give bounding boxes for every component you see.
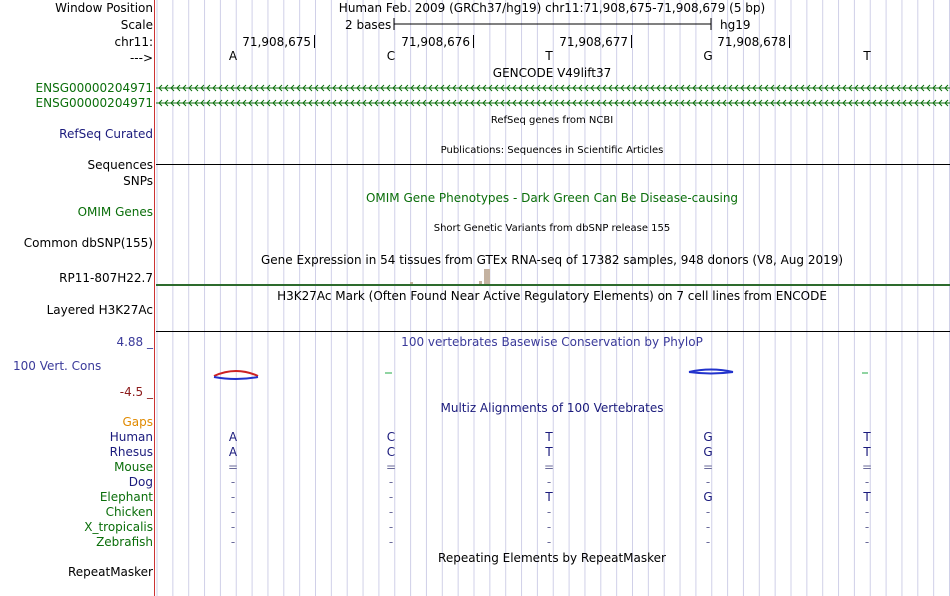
gtex-expression-bar[interactable] <box>484 269 490 284</box>
alignment-base: T <box>863 430 871 444</box>
alignment-base: = <box>702 460 714 474</box>
multiz-track-title: Multiz Alignments of 100 Vertebrates <box>440 401 664 415</box>
alignment-base: G <box>703 445 713 459</box>
reference-base: T <box>863 49 871 63</box>
gtex-track-title: Gene Expression in 54 tissues from GTEx RNA-seq of 17382 samples, 948 donors (V8, Aug 2019) <box>260 253 844 267</box>
sequences-track-label[interactable]: Sequences <box>87 158 153 172</box>
omim-track-title: OMIM Gene Phenotypes - Dark Green Can Be Disease-causing <box>365 191 739 205</box>
phylop-max-label: 4.88 _ <box>116 335 153 349</box>
gtex-expression-bar-small[interactable] <box>479 281 482 284</box>
refseq-track-title: RefSeq genes from NCBI <box>490 115 614 126</box>
alignment-base: - <box>230 520 236 534</box>
alignment-base: - <box>705 520 711 534</box>
alignment-base: G <box>703 430 713 444</box>
dbsnp-track-label[interactable]: Common dbSNP(155) <box>23 236 153 250</box>
alignment-base: A <box>228 430 238 444</box>
alignment-base: - <box>864 535 870 549</box>
ruler-tick-label: 71,908,675 <box>242 35 311 49</box>
ruler-tick <box>473 35 474 48</box>
alignment-base: - <box>388 535 394 549</box>
alignment-base: - <box>388 505 394 519</box>
alignment-base: - <box>864 475 870 489</box>
alignment-base: - <box>705 475 711 489</box>
gtex-gene-label[interactable]: RP11-807H22.7 <box>59 271 153 285</box>
assembly-label: hg19 <box>720 18 751 32</box>
phylop-track-title: 100 vertebrates Basewise Conservation by PhyloP <box>401 335 703 349</box>
alignment-base: - <box>864 520 870 534</box>
alignment-base: - <box>388 490 394 504</box>
alignment-base: - <box>705 505 711 519</box>
h3k27ac-track-title: H3K27Ac Mark (Often Found Near Active Regulatory Elements) on 7 cell lines from ENCODE <box>277 289 827 303</box>
alignment-base: = <box>385 460 397 474</box>
scale-bar-text: 2 bases <box>345 18 392 32</box>
alignment-base: C <box>386 430 396 444</box>
phylop-peak <box>214 377 258 379</box>
gencode-gene-label-1[interactable]: ENSG00000204971 <box>35 81 153 95</box>
alignment-base: - <box>388 475 394 489</box>
alignment-base: - <box>546 520 552 534</box>
phylop-peak <box>214 371 258 376</box>
gtex-baseline <box>156 284 950 286</box>
alignment-base: - <box>230 490 236 504</box>
species-label-chicken[interactable]: Chicken <box>105 505 153 519</box>
repeatmasker-track-label[interactable]: RepeatMasker <box>67 565 153 579</box>
species-label-dog[interactable]: Dog <box>128 475 153 489</box>
alignment-base: - <box>546 505 552 519</box>
reference-base: C <box>386 49 396 63</box>
gencode-gene-feature-2[interactable] <box>156 97 950 109</box>
alignment-base: = <box>227 460 239 474</box>
phylop-signal[interactable] <box>156 364 950 388</box>
alignment-base: T <box>545 430 553 444</box>
alignment-base: = <box>543 460 555 474</box>
species-label-human[interactable]: Human <box>109 430 153 444</box>
alignment-base: - <box>546 535 552 549</box>
phylop-track-label[interactable]: 100 Vert. Cons <box>13 359 102 373</box>
position-readout: Human Feb. 2009 (GRCh37/hg19) chr11:71,908,675-71,908,679 (5 bp) <box>338 1 766 15</box>
species-label-zebrafish[interactable]: Zebrafish <box>96 535 153 549</box>
alignment-base: A <box>228 445 238 459</box>
ruler-tick-label: 71,908,676 <box>401 35 470 49</box>
reference-base: G <box>703 49 713 63</box>
alignment-base: T <box>545 490 553 504</box>
phylop-peak <box>689 370 733 373</box>
species-label-rhesus[interactable]: Rhesus <box>109 445 153 459</box>
alignment-base: T <box>863 445 871 459</box>
label-column-divider <box>154 0 155 596</box>
ruler-tick <box>789 35 790 48</box>
omim-track-label[interactable]: OMIM Genes <box>77 205 153 219</box>
gencode-gene-feature-1[interactable] <box>156 82 950 94</box>
repeatmasker-track-title: Repeating Elements by RepeatMasker <box>438 551 666 565</box>
alignment-base: = <box>861 460 873 474</box>
alignment-base: - <box>705 535 711 549</box>
h3k27ac-track-label[interactable]: Layered H3K27Ac <box>46 303 153 317</box>
multiz-gaps-label: Gaps <box>122 415 153 429</box>
species-label-x_tropicalis[interactable]: X_tropicalis <box>84 520 153 534</box>
window-position-label: Window Position <box>55 1 153 15</box>
phylop-min-label: -4.5 _ <box>119 385 153 399</box>
dbsnp-track-title: Short Genetic Variants from dbSNP release 155 <box>433 223 671 234</box>
phylop-peak <box>689 372 733 374</box>
alignment-base: G <box>703 490 713 504</box>
species-label-mouse[interactable]: Mouse <box>114 460 153 474</box>
gtex-expression-bar-small[interactable] <box>410 282 413 284</box>
refseq-track-label[interactable]: RefSeq Curated <box>59 127 153 141</box>
alignment-base: - <box>230 505 236 519</box>
alignment-base: T <box>545 445 553 459</box>
alignment-base: - <box>546 475 552 489</box>
species-label-elephant[interactable]: Elephant <box>99 490 153 504</box>
snps-track-label[interactable]: SNPs <box>123 174 153 188</box>
ruler-tick-label: 71,908,678 <box>717 35 786 49</box>
ruler-tick <box>631 35 632 48</box>
alignment-base: - <box>230 535 236 549</box>
ruler-tick-label: 71,908,677 <box>559 35 628 49</box>
ruler-tick <box>314 35 315 48</box>
publications-track-title: Publications: Sequences in Scientific Articles <box>440 145 664 156</box>
gencode-gene-label-2[interactable]: ENSG00000204971 <box>35 96 153 110</box>
alignment-base: - <box>230 475 236 489</box>
h3k27ac-baseline <box>156 331 950 332</box>
alignment-base: - <box>388 520 394 534</box>
reference-base: T <box>545 49 553 63</box>
alignment-base: C <box>386 445 396 459</box>
chrom-label: chr11: <box>114 35 153 49</box>
alignment-base: - <box>864 505 870 519</box>
strand-arrow-label: ---> <box>129 51 153 65</box>
reference-base: A <box>228 49 238 63</box>
gencode-track-title: GENCODE V49lift37 <box>492 66 612 80</box>
scale-label: Scale <box>120 18 153 32</box>
sequences-track-line <box>156 164 950 165</box>
scale-bar <box>393 17 715 31</box>
alignment-base: T <box>863 490 871 504</box>
